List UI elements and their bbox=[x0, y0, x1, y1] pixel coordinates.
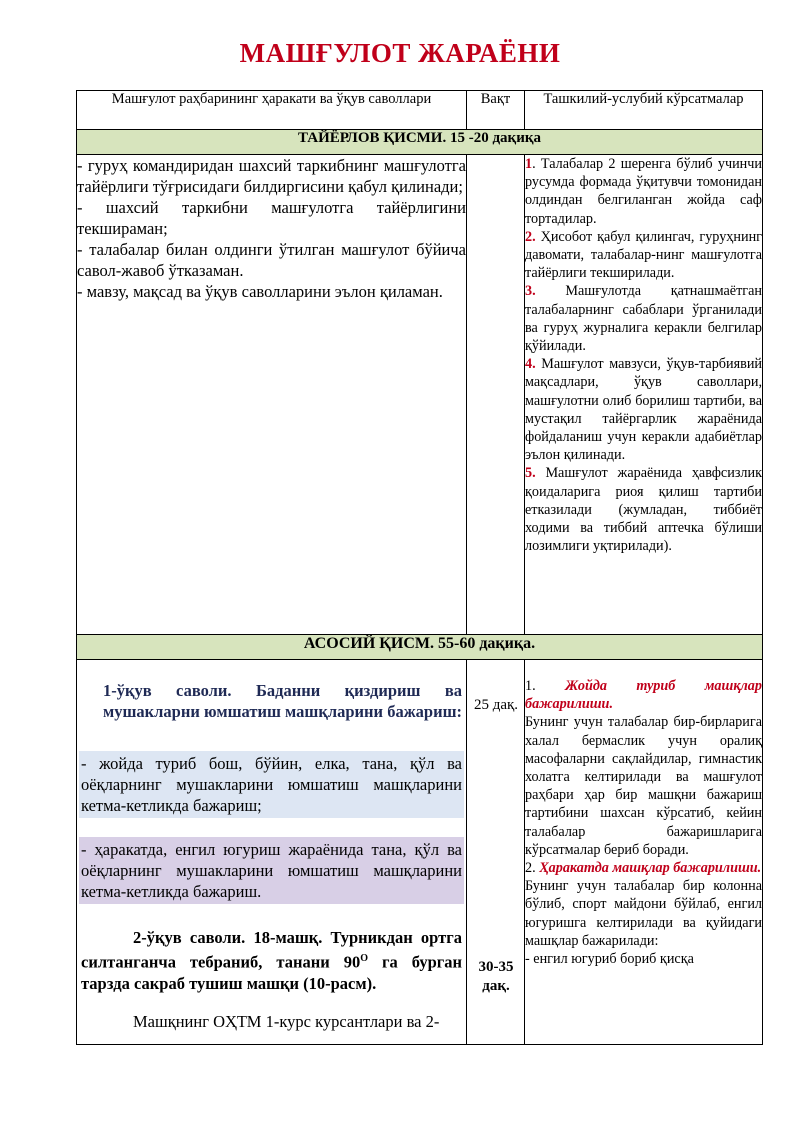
prep-action-3: - талабалар билан олдинги ўтилган машғулот бўйича савол-жавоб ўтказаман. bbox=[77, 240, 466, 280]
guideline-main-2-text: Бунинг учун талабалар бир колонна бўлиб, спорт майдони бўйлаб, енгил югуришга келтирилади ва қуйидаги машқлар бажарилади: bbox=[525, 878, 762, 949]
guideline-4: 4. Машғулот мавзуси, ўқув-тарбиявий мақсадлари, ўқув саволлари, машғулотни олиб борилиш тартиби, ва мустақил тайёргарлик жараёнида фойдаланиш учун керакли адабиётлар эълон қилинади. bbox=[525, 356, 763, 464]
prep-action-4: - мавзу, мақсад ва ўқув саволларини эълон қиламан. bbox=[77, 282, 443, 301]
question-1: 1-ўқув саволи. Баданни қиздириш ва мушакларни юмшатиш машқларини бажариш: bbox=[103, 681, 463, 721]
prep-action-2: - шахсий таркибни машғулотга тайёрлигини текшираман; bbox=[77, 198, 466, 238]
guideline-3: 3. Машғулотда қатнашмаётган талабаларнинг сабаблари ўрганилади ва гуруҳ журналига керакли белгилар қўйилади. bbox=[525, 283, 762, 355]
main-content-row bbox=[77, 660, 763, 1045]
main-section-row bbox=[77, 635, 763, 660]
guideline-main-2-item: - енгил югуриб бориб қисқа bbox=[525, 951, 694, 968]
prep-guidelines-cell bbox=[525, 155, 763, 635]
main-actions-cell bbox=[77, 660, 467, 1045]
table-header-row bbox=[77, 91, 763, 130]
guideline-main-1-text: Бунинг учун талабалар бир-бирларига халал бермаслик учун оралиқ масофаларни сақлайдилар, гимнастик холатга келтирилади ва машғулот раҳбари ҳар бир машқни бажариш тартибини шахсан кўрсатиб, кейин талабалар бажаришларига кўрсатмалар бериб боради. bbox=[525, 714, 762, 858]
lesson-plan-table bbox=[76, 90, 763, 1045]
guideline-main-1: 1. Жойда туриб машқлар бажарилиши. bbox=[525, 678, 762, 713]
exercise-item-1: - жойда туриб бош, бўйин, елка, тана, қўл ва оёқларнинг мушакларини юмшатиш машқларини кетма-кетликда бажариш; bbox=[79, 751, 464, 818]
guideline-1: 1. Талабалар 2 шеренга бўлиб учинчи русумда формада ўқитувчи томонидан олдиндан белгиланган жойда саф тортадилар. bbox=[525, 156, 763, 227]
continuation-text: Машқнинг ОҲТМ 1-курс курсантлари ва 2- bbox=[133, 1011, 440, 1031]
guideline-5: 5. Машғулот жараёнида ҳавфсизлик қоидаларига риоя қилиш тартиби етказилади (жумладан, тиббиёт ходими ва тиббий аптечка бўлиши лозимлиги уқтирилади). bbox=[525, 465, 762, 555]
prep-section-row bbox=[77, 130, 763, 155]
page-title: МАШҒУЛОТ ЖАРАЁНИ bbox=[239, 38, 561, 68]
time-q2: 30-35 дақ. bbox=[478, 959, 514, 994]
header-time: Вақт bbox=[467, 91, 525, 130]
header-guidelines: Ташкилий-услубий кўрсатмалар bbox=[525, 91, 763, 130]
guideline-main-2: 2. Ҳаракатда машқлар бажарилиши. bbox=[525, 860, 762, 877]
prep-time-cell bbox=[467, 155, 525, 635]
main-guidelines-cell bbox=[525, 660, 763, 1045]
degree-superscript: О bbox=[360, 953, 368, 964]
main-time-cell bbox=[467, 660, 525, 1045]
exercise-item-2: - ҳаракатда, енгил югуриш жараёнида тана, қўл ва оёқларнинг мушакларини юмшатиш машқларини кетма-кетликда бажариш. bbox=[79, 837, 464, 904]
main-section-heading: АСОСИЙ ҚИСМ. 55-60 дақиқа. bbox=[77, 635, 763, 660]
guideline-2: 2. Ҳисобот қабул қилингач, гуруҳнинг давомати, талабалар-нинг машғулотга тайёрлиги текширилади. bbox=[525, 228, 762, 282]
question-2: 2-ўқув саволи. 18-машқ. Турникдан ортга силтанганча тебраниб, танани $90^О$ га бурган тарзда сакраб тушиш машқи (10-расм). bbox=[81, 928, 462, 993]
prep-actions-cell bbox=[77, 155, 467, 635]
prep-content-row bbox=[77, 155, 763, 635]
prep-action-1: - гуруҳ командиридан шахсий таркибнинг машғулотга тайёрлиги тўғрисидаги билдиргисини қабул қилинади; bbox=[77, 156, 466, 196]
header-actions: Машғулот раҳбарининг ҳаракати ва ўқув саволлари bbox=[77, 91, 467, 130]
prep-section-heading: ТАЙЁРЛОВ ҚИСМИ. 15 -20 дақиқа bbox=[77, 130, 763, 155]
time-q1: 25 дақ. bbox=[473, 697, 519, 713]
